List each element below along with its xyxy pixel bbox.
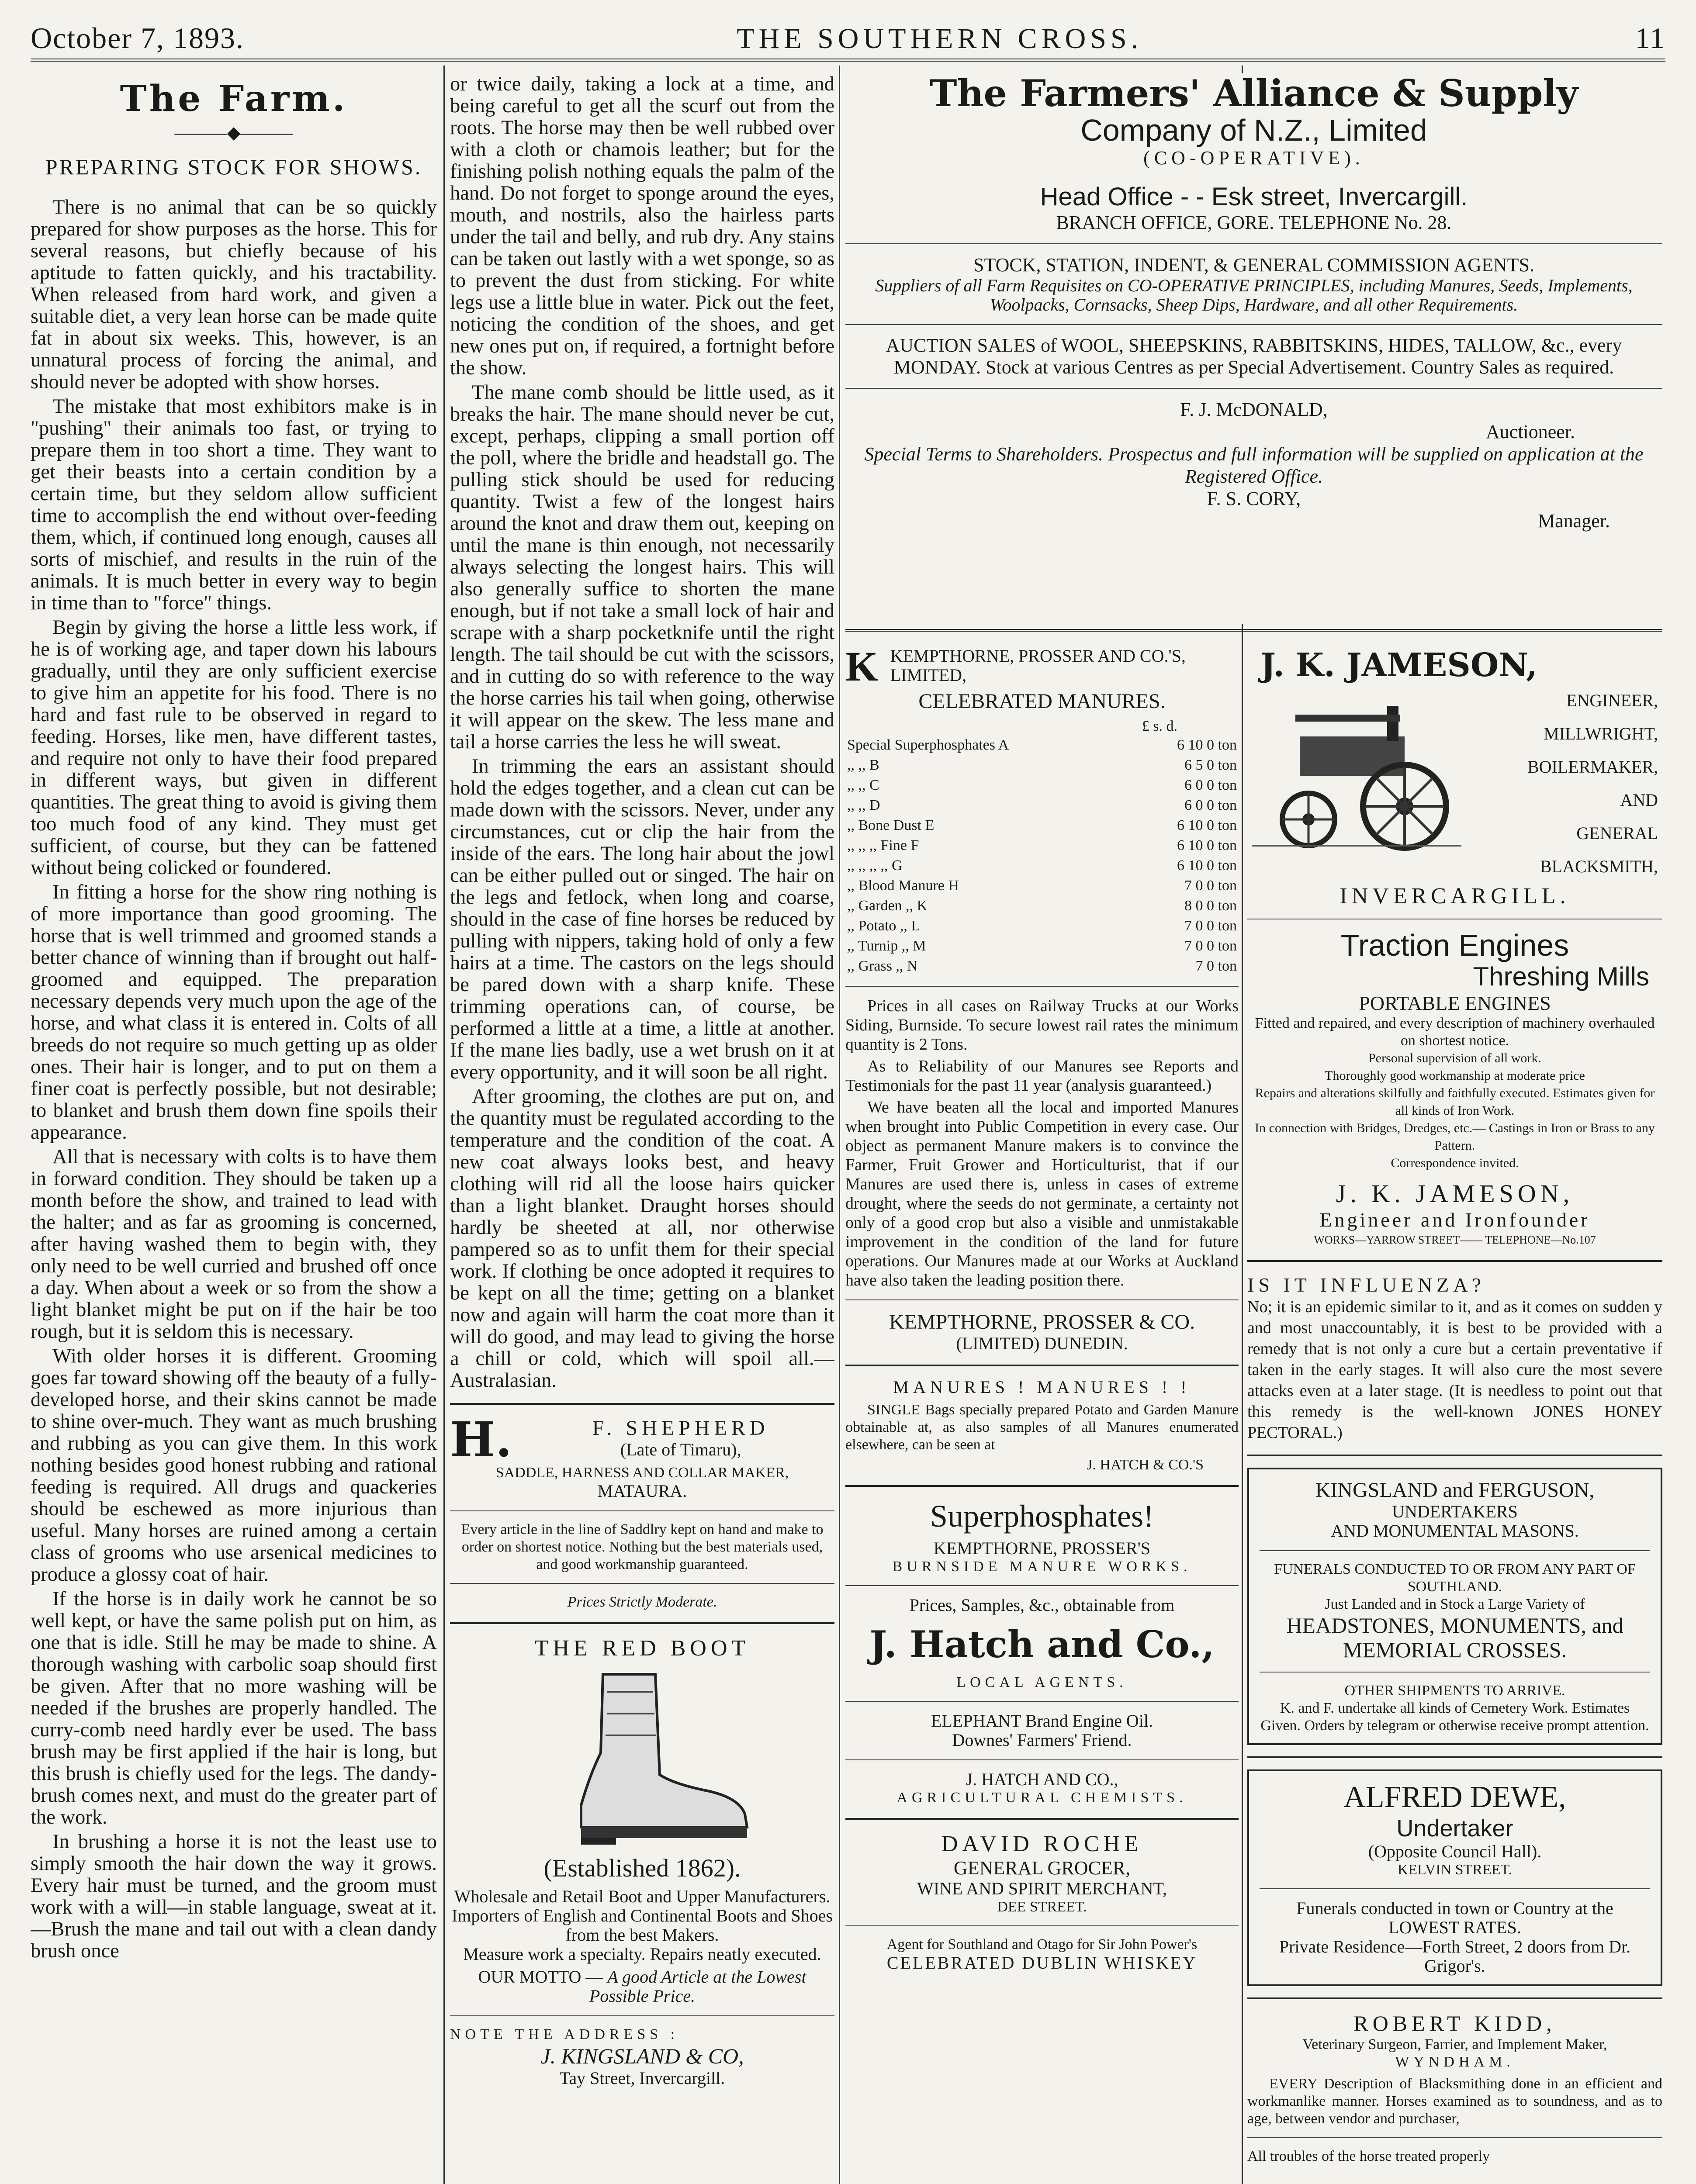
jameson-repairs: Repairs and alterations skilfully and faithfully executed. Estimates given for all kinds of Iron Work. <box>1255 1086 1655 1118</box>
manure-name: ,, Bone Dust E <box>847 817 935 833</box>
manure-price-row <box>845 956 1239 976</box>
hatch-chem2: AGRICULTURAL CHEMISTS. <box>896 1790 1187 1806</box>
manure-price: 8 0 0 ton <box>1184 898 1237 914</box>
ad-separator <box>845 629 1662 632</box>
ad-rule <box>845 243 1662 244</box>
column-manures <box>845 646 1239 2184</box>
hatch-works2: BURNSIDE MANURE WORKS. <box>892 1559 1192 1575</box>
ad-rule <box>845 324 1662 325</box>
jameson-ad <box>1247 646 1662 1249</box>
jameson-portable: PORTABLE ENGINES <box>1359 992 1551 1014</box>
manure-price-row <box>845 876 1239 896</box>
shepherd-initial: H. <box>450 1411 512 1468</box>
manure-price-row <box>845 856 1239 876</box>
manure-price-table <box>845 735 1239 976</box>
alliance-ad <box>845 73 1662 624</box>
alliance-branch: BRANCH OFFICE, GORE. TELEPHONE No. 28. <box>1056 212 1452 233</box>
redboot-note-label: NOTE THE ADDRESS : <box>450 2026 679 2042</box>
redboot-proprietor: J. KINGSLAND & CO, <box>540 2044 744 2068</box>
shepherd-late: (Late of Timaru), <box>620 1440 741 1459</box>
dewe-private: Private Residence—Forth Street, 2 doors from Dr. Grigor's. <box>1279 1937 1631 1976</box>
jameson-works: WORKS—YARROW STREET—— TELEPHONE—No.107 <box>1314 1234 1596 1246</box>
ad-separator <box>1247 1260 1662 1262</box>
ad-rule <box>1260 1550 1650 1551</box>
alliance-suppliers: Suppliers of all Farm Requisites on CO-OPERATIVE PRINCIPLES, including Manures, Seeds, Implements, Woolpacks, Cornsacks, Sheep Dips, Hardware, and all other Requirements. <box>875 276 1633 314</box>
hatch-manures: MANURES ! MANURES ! ! <box>893 1377 1191 1397</box>
alliance-agents: STOCK, STATION, INDENT, & GENERAL COMMISSION AGENTS. <box>973 254 1534 276</box>
ad-separator <box>845 1365 1239 1366</box>
jameson-title: J. K. JAMESON, <box>1260 646 1537 684</box>
heading-ornament: ———◆——— <box>174 123 293 142</box>
manure-price-row <box>845 896 1239 916</box>
kingsland-funerals: FUNERALS CONDUCTED TO OR FROM ANY PART OF SOUTHLAND. <box>1274 1561 1636 1595</box>
ad-separator <box>845 1485 1239 1487</box>
article-paragraph: After grooming, the clothes are put on, and the quantity must be regulated according to the temperature and the condition of the coat. A new coat always looks best, and heavy clothing will rid all the loose hairs quicker than a light blanket. Draught horses should hardly be sheeted at all, nor otherwise pampered so as to unfit them for their special work. If clothing be once adopted it requires to be kept on all the time; getting on a blanket now and again will harm the coat more than it will do good, and may lead to giving the horse a chill or cold, which will spoil all.—Australasian. <box>450 1085 834 1392</box>
manure-price: 7 0 0 ton <box>1184 938 1237 954</box>
jameson-threshing: Threshing Mills <box>1473 962 1649 991</box>
redboot-line3: Measure work a specialty. Repairs neatly executed. <box>463 1944 821 1964</box>
kidd-town: WYNDHAM. <box>1395 2054 1515 2070</box>
redboot-title: THE RED BOOT <box>534 1636 750 1661</box>
ad-separator <box>450 1622 834 1624</box>
alliance-manager-title: Manager. <box>1538 510 1610 532</box>
manure-price-row <box>845 936 1239 956</box>
ad-separator <box>1247 1455 1662 1456</box>
jameson-role: GENERAL <box>1576 823 1658 843</box>
manure-name: ,, Blood Manure H <box>847 878 959 894</box>
kempthorne-body2: As to Reliability of our Manures see Reports and Testimonials for the past 11 year (analysis guaranteed.) <box>845 1057 1239 1095</box>
kidd-body: EVERY Description of Blacksmithing done in an efficient and workmanlike manner. Horses examined as to soundness, and as to age, between vendor and purchaser, <box>1247 2076 1662 2127</box>
alliance-coop: (CO-OPERATIVE). <box>1143 147 1364 169</box>
kidd-bottom: All troubles of the horse treated properly <box>1247 2148 1490 2164</box>
manure-price: 6 10 0 ton <box>1177 737 1237 753</box>
alliance-terms: Special Terms to Shareholders. Prospectus and full information will be supplied on application at the Registered Office. <box>864 443 1644 487</box>
kingsland-ad <box>1247 1468 1662 1745</box>
jameson-traction: Traction Engines <box>1340 928 1569 962</box>
alliance-title2: Company of N.Z., Limited <box>1080 113 1427 147</box>
redboot-ad <box>450 1635 834 2088</box>
jameson-invited: Correspondence invited. <box>1391 1156 1519 1170</box>
article-paragraph: In brushing a horse it is not the least use to simply smooth the hair down the way it grows. Every hair must be turned, and the groom must work with a will—in stable language, sweat at it.—Brush the mane and tail out with a clean dandy brush once <box>31 1831 437 1962</box>
kingsland-sub2: AND MONUMENTAL MASONS. <box>1331 1521 1579 1541</box>
manure-name: ,, Garden ,, K <box>847 898 928 914</box>
hatch-prices: Prices, Samples, &c., obtainable from <box>909 1595 1175 1615</box>
influenza-body: No; it is an epidemic similar to it, and as it comes on sudden y and most unaccountably, it is best to be provided with a remedy that is not only a cure but a certain preventative if taken in the early stages. It will also cure the most severe attacks even at a later stage. (It is needless to point out that this remedy is the well-known JONES HONEY PECTORAL.) <box>1247 1298 1662 1442</box>
shepherd-name: F. SHEPHERD <box>592 1417 769 1440</box>
article-paragraph: The mane comb should be little used, as it breaks the hair. The mane should never be cut, except, perhaps, clipping a small portion off the poll, where the bridle and headstall go. The pulling stick should be used for reducing quantity. Twist a few of the longest hairs around the knot and draw them out, keeping on until the mane is thin enough, not necessarily always selecting the longest hairs. This will also generally suffice to shorten the mane enough, but if not take a small lock of hair and scrape with a sharp pocketknife until the right length. The tail should be cut with the scissors, and in cutting do so with reference to the way the horse carries his tail when going, otherwise it will appear on the skew. The less mane and tail a horse carries the less he will sweat. <box>450 381 834 753</box>
manure-price-row <box>845 735 1239 755</box>
jameson-role: MILLWRIGHT, <box>1544 724 1658 743</box>
issue-date: October 7, 1893. <box>31 21 245 55</box>
dewe-title: ALFRED DEWE, <box>1343 1780 1566 1814</box>
kingsland-other: OTHER SHIPMENTS TO ARRIVE. <box>1344 1683 1565 1699</box>
hatch-oil2: Downes' Farmers' Friend. <box>952 1730 1132 1750</box>
roche-ad <box>845 1831 1239 1973</box>
roche-trade: GENERAL GROCER, <box>953 1857 1131 1879</box>
ad-separator <box>1247 1997 1662 1999</box>
article-paragraph: or twice daily, taking a lock at a time, and being careful to get all the scurf out from the roots. The horse may then be well rubbed over with a cloth or chamois leather; but for the finishing polish nothing equals the palm of the hand. Do not forget to sponge around the eyes, mouth, and nostrils, also the hairless parts under the tail and belly, and rub dry. Any stains can be taken out lastly with a wet sponge, so as to prevent the dust from sticking. For white legs use a little blue in water. Pick out the feet, noticing the condition of the shoes, and get new ones put on, if required, a fortnight before the show. <box>450 73 834 379</box>
alliance-manager-name: F. S. CORY, <box>1207 488 1301 509</box>
shepherd-body: Every article in the line of Saddlry kept on hand and make to order on shortest notice. Nothing but the best materials used, and good workmanship guaranteed. <box>461 1521 824 1572</box>
boot-illustration <box>529 1666 756 1849</box>
article-paragraph: The mistake that most exhibitors make is in "pushing" their animals too fast, or trying to prepare them in too short a time. They want to get their beasts into a certain condition by a certain time, but they seldom allow sufficient time to accomplish the end without over-feeding them, which, if continued long enough, causes all sorts of mischief, and results in the ruin of the animals. It is much better in every way to begin in time than to "force" things. <box>31 395 437 614</box>
kempthorne-dunedin1: KEMPTHORNE, PROSSER & CO. <box>889 1310 1195 1334</box>
redboot-motto-label: OUR MOTTO — <box>478 1967 603 1987</box>
ad-rule <box>845 1925 1239 1926</box>
ad-separator <box>845 1818 1239 1820</box>
ad-rule <box>845 986 1239 987</box>
kingsland-sub1: UNDERTAKERS <box>1392 1502 1518 1521</box>
kingsland-landed: Just Landed and in Stock a Large Variety of <box>1325 1596 1585 1612</box>
column-farm <box>31 73 437 2184</box>
redboot-motto: A good Article at the Lowest Possible Price. <box>589 1967 806 2006</box>
column-farm-continued <box>450 73 834 2184</box>
hatch-super: Superphosphates! <box>930 1499 1154 1534</box>
manure-price-row <box>845 755 1239 775</box>
article-paragraph: Begin by giving the horse a little less work, if he is of working age, and taper down his labours gradually, until they are only sufficient exercise to give him an appetite for his food. There is no hard and fast rule to be observed in regard to feeding. Horses, like men, have different tastes, and require not only to have their food prepared in different ways, but given in different quantities. The great thing to avoid is giving them too much food of any kind. They must get sufficient, of course, but they can be fattened without being colicked or foundered. <box>31 616 437 879</box>
column-divider <box>839 66 840 2184</box>
manure-name: ,, ,, C <box>847 777 879 793</box>
manure-price-row <box>845 816 1239 836</box>
article-paragraph: With older horses it is different. Grooming goes far toward showing off the beauty of a fully-developed horse, and their skins cannot be made to shine over-much. They want as much brushing and rubbing as you can give them. In this work nothing besides good honest rubbing and rational feeding is required. All drugs and quackeries should be eschewed as more injurious than useful. Many horses are ruined among a certain class of grooms who use arsenical medicines to produce a glossy coat of hair. <box>31 1345 437 1586</box>
article-paragraph: There is no animal that can be so quickly prepared for show purposes as the horse. This for several reasons, but chiefly because of his aptitude to fatten quickly, and his tractability. When released from hard work, and given a suitable diet, a very lean horse can be made quite fat in about six weeks. This, however, is an unnatural process of forcing the animal, and should never be adopted with show horses. <box>31 196 437 393</box>
ad-rule <box>1247 2137 1662 2138</box>
manure-price-row <box>845 916 1239 936</box>
redboot-established: (Established 1862). <box>543 1854 741 1882</box>
shepherd-prices: Prices Strictly Moderate. <box>567 1594 717 1610</box>
header-rule <box>31 59 1665 62</box>
redboot-line1: Wholesale and Retail Boot and Upper Manufacturers. <box>454 1887 831 1906</box>
kempthorne-sub: CELEBRATED MANURES. <box>918 690 1166 713</box>
kingsland-body: K. and F. undertake all kinds of Cemetery Work. Estimates Given. Orders by telegram or otherwise receive prompt attention. <box>1260 1700 1649 1734</box>
jameson-town: INVERCARGILL. <box>1339 884 1570 909</box>
manure-price-row <box>845 795 1239 816</box>
dewe-street: KELVIN STREET. <box>1397 1862 1513 1878</box>
roche-agent: Agent for Southland and Otago for Sir John Power's <box>886 1936 1198 1952</box>
alliance-auction: AUCTION SALES of WOOL, SHEEPSKINS, RABBITSKINS, HIDES, TALLOW, &c., every MONDAY. Stock at various Centres as per Special Advertisement. Country Sales as required. <box>886 335 1622 378</box>
ad-rule <box>845 1585 1239 1586</box>
kempthorne-ad: K KEMPTHORNE, PROSSER AND CO.'S, LIMITED, CELEBRATED MANURES. £ s. d. Special Superphosphates A 6 10 0 ton ,, ,, B 6 5 0 ton ,, ,, C 6 0 0 ton ,, ,, D 6 0 0 ton ,, Bone Dust E 6 10 0 ton ,, ,, ,, Fine F 6 10 0 ton ,, ,, ,, ,, G 6 10 0 ton ,, Blood Manure H 7 0 0 ton ,, Garden ,, K 8 0 0 ton ,, Potato ,, L 7 0 0 ton ,, Turnip ,, M 7 0 0 ton ,, Grass ,, N 7 0 ton Prices in all cases on Railway Trucks at our Works Siding, Burnside. To secure lowest rail rates the minimum quantity is 2 Tons. As to Reliability of our Manures see Reports and Testimonials for the past 11 year (analysis guaranteed.) We have beaten all the local and imported Manures when brought into Public Competition in every case. Our object as permanent Manure makers is to convince the Farmer, Fruit Grower and Horticulturist, that if our Manures are used there is, unless in cases of extreme drought, where the seeds do not germinate, a certainty not only of a good crop but also a visible and unmistakable improvement in the condition of the land for future operations. Our Manures made at our Works at Auckland have also taken the leading position there. KEMPTHORNE, PROSSER & CO. (LIMITED) DUNEDIN. <box>845 646 1239 1353</box>
jameson-thorough: Thoroughly good workmanship at moderate price <box>1325 1068 1585 1083</box>
manure-price: 6 0 0 ton <box>1184 797 1237 813</box>
manure-price-row <box>845 775 1239 795</box>
shepherd-town: MATAURA. <box>597 1481 687 1501</box>
article-paragraph: In trimming the ears an assistant should hold the edges together, and a clean cut can be made down with the scissors. Never, under any circumstances, cut or clip the hair from the inside of the ears. The long hair about the jowl can be either pulled out or singed. The hair on the legs and fetlock, when long and coarse, should in the case of fine horses be reduced by pulling with nippers, taking hold of only a few hairs at a time. The castors on the legs should be pared down with a sharp knife. These trimming operations can, of course, be performed a little at a time, a little at another. If the mane lies badly, use a wet brush on it at every opportunity, and it will soon be all right. <box>450 755 834 1083</box>
manure-name: ,, Potato ,, L <box>847 918 921 934</box>
kempthorne-currency: £ s. d. <box>1142 718 1177 734</box>
influenza-ad <box>1247 1273 1662 1443</box>
jameson-role: BLACKSMITH, <box>1540 857 1658 876</box>
column-ads <box>1247 646 1662 2184</box>
manure-price: 7 0 0 ton <box>1184 918 1237 934</box>
traction-engine-illustration <box>1247 688 1466 854</box>
hatch-oil1: ELEPHANT Brand Engine Oil. <box>931 1711 1153 1731</box>
ad-rule <box>1260 1888 1650 1889</box>
hatch-ad <box>845 1378 1239 1807</box>
influenza-title: IS IT INFLUENZA? <box>1247 1274 1485 1296</box>
dewe-body: Funerals conducted in town or Country at the LOWEST RATES. <box>1296 1898 1613 1937</box>
jameson-role: BOILERMAKER, <box>1527 757 1658 777</box>
alliance-auctioneer-name: F. J. McDONALD, <box>1180 399 1328 420</box>
jameson-personal: Personal supervision of all work. <box>1368 1051 1541 1065</box>
manure-name: Special Superphosphates A <box>847 737 1009 753</box>
ad-separator <box>1247 1756 1662 1758</box>
shepherd-trade: SADDLE, HARNESS AND COLLAR MAKER, <box>495 1465 789 1481</box>
article-paragraph: In fitting a horse for the show ring nothing is of more importance than good grooming. The horse that is well trimmed and groomed stands a better chance of winning than if brought out half-groomed and equipped. The preparation necessary depends very much upon the age of the horse, and what class it is entered in. Colts of all breeds do not require so much getting up as older ones. Their hair is longer, and to put on them a finer coat is perfectly possible, but not desirable; to blanket and brush them down fine spoils their appearance. <box>31 881 437 1144</box>
kingsland-headstones: HEADSTONES, MONUMENTS, and MEMORIAL CROSSES. <box>1286 1613 1623 1662</box>
ad-rule <box>450 1583 834 1584</box>
kidd-title: ROBERT KIDD, <box>1353 2011 1556 2035</box>
dewe-opposite: (Opposite Council Hall). <box>1368 1842 1542 1861</box>
article-paragraph: All that is necessary with colts is to have them in forward condition. They should be taken up a month before the show, and trained to lead with the halter; and as far as grooming is concerned, after having washed them to begin with, they only need to be well curried and brushed off once a day. When about a week or so from the show a light blanket might be put on if the hair be too rough, but it is seldom this is necessary. <box>31 1146 437 1343</box>
article-subheading: PREPARING STOCK FOR SHOWS. <box>45 155 422 179</box>
ad-rule <box>845 1299 1239 1300</box>
ad-rule <box>450 1510 834 1511</box>
roche-trade2: WINE AND SPIRIT MERCHANT, <box>917 1879 1167 1898</box>
manure-price: 7 0 ton <box>1195 958 1237 974</box>
jameson-sig: J. K. JAMESON, <box>1336 1179 1574 1208</box>
manure-name: ,, Grass ,, N <box>847 958 918 974</box>
manure-name: ,, ,, B <box>847 757 879 773</box>
roche-name: DAVID ROCHE <box>941 1832 1143 1856</box>
kempthorne-body3: We have beaten all the local and imported Manures when brought into Public Competition in every case. Our object as permanent Manure makers is to convince the Farmer, Fruit Grower and Horticulturist, that if our Manures are used there is, unless in cases of extreme drought, where the seeds do not germinate, a certainty not only of a good crop but also a visible and unmistakable improvement in the condition of the land for future operations. Our Manures made at our Works at Auckland have also taken the leading position there. <box>845 1098 1239 1289</box>
article-paragraph: If the horse is in daily work he cannot be so well kept, or have the same polish put on him, as one that is idle. Still he may be made to shine. A thorough washing with carbolic soap should first be given. After that no more washing will be needed if the brushes are properly handled. The curry-comb need hardly ever be used. The bass brush may be first applied if the hair is long, but this brush is chiefly used for the legs. The dandy-brush comes next, and must do the greater part of the work. <box>31 1588 437 1828</box>
manure-name: ,, ,, ,, ,, G <box>847 857 903 874</box>
jameson-fitted: Fitted and repaired, and every description of machinery overhauled on shortest notice. <box>1255 1015 1655 1049</box>
ad-separator <box>450 1403 834 1405</box>
manure-name: ,, ,, ,, Fine F <box>847 837 919 854</box>
jameson-sig2: Engineer and Ironfounder <box>1319 1209 1590 1231</box>
manure-price: 6 5 0 ton <box>1184 757 1237 773</box>
manure-price: 6 0 0 ton <box>1184 777 1237 793</box>
redboot-line2: Importers of English and Continental Boots and Shoes from the best Makers. <box>451 1906 833 1945</box>
jameson-role: ENGINEER, <box>1566 691 1658 710</box>
alliance-auctioneer-title: Auctioneer. <box>1485 421 1575 442</box>
hatch-body: SINGLE Bags specially prepared Potato and Garden Manure obtainable at, as also samples of all Manures enumerated elsewhere, can be seen at <box>845 1402 1239 1453</box>
redboot-address: Tay Street, Invercargill. <box>559 2068 725 2088</box>
ad-rule <box>845 388 1662 389</box>
hatch-name: J. Hatch and Co., <box>869 1623 1215 1666</box>
jameson-bridges: In connection with Bridges, Dredges, etc.— Castings in Iron or Brass to any Pattern. <box>1255 1121 1655 1153</box>
ad-rule <box>845 1759 1239 1760</box>
ad-rule <box>450 2015 834 2016</box>
hatch-works1: KEMPTHORNE, PROSSER'S <box>933 1538 1151 1558</box>
ad-rule <box>1260 1672 1650 1673</box>
kempthorne-dunedin2: (LIMITED) DUNEDIN. <box>956 1334 1128 1353</box>
hatch-chem1: J. HATCH AND CO., <box>966 1769 1118 1789</box>
roche-bottom: CELEBRATED DUBLIN WHISKEY <box>886 1953 1198 1973</box>
ad-rule <box>845 1701 1239 1702</box>
column-divider <box>443 66 445 2184</box>
farm-heading: The Farm. <box>120 78 348 120</box>
jameson-role: AND <box>1620 790 1658 810</box>
alliance-head-office: Head Office - - Esk street, Invercargill. <box>1040 183 1468 211</box>
manure-price: 6 10 0 ton <box>1177 817 1237 833</box>
alliance-title: The Farmers' Alliance & Supply <box>929 73 1578 115</box>
shepherd-ad <box>450 1411 834 1611</box>
hatch-sig: J. HATCH & CO.'S <box>1087 1457 1204 1473</box>
hatch-local: LOCAL AGENTS. <box>956 1674 1128 1690</box>
kempthorne-title: KEMPTHORNE, PROSSER AND CO.'S, LIMITED, <box>890 646 1186 685</box>
kempthorne-body1: Prices in all cases on Railway Trucks at our Works Siding, Burnside. To secure lowest rail rates the minimum quantity is 2 Tons. <box>845 997 1239 1054</box>
manure-name: ,, Turnip ,, M <box>847 938 926 954</box>
manure-price-row <box>845 836 1239 856</box>
kingsland-title: KINGSLAND and FERGUSON, <box>1315 1479 1595 1502</box>
manure-price: 6 10 0 ton <box>1177 837 1237 854</box>
dewe-ad <box>1247 1769 1662 1986</box>
kidd-trade: Veterinary Surgeon, Farrier, and Implement Maker, <box>1302 2036 1607 2053</box>
roche-street: DEE STREET. <box>997 1899 1087 1915</box>
manure-name: ,, ,, D <box>847 797 880 813</box>
kidd-ad <box>1247 2011 1662 2165</box>
dewe-trade: Undertaker <box>1396 1815 1513 1842</box>
manure-price: 7 0 0 ton <box>1184 878 1237 894</box>
newspaper-title: THE SOUTHERN CROSS. <box>737 23 1143 55</box>
manure-price: 6 10 0 ton <box>1177 857 1237 874</box>
page-number: 11 <box>1635 21 1665 55</box>
page-header <box>31 21 1665 55</box>
